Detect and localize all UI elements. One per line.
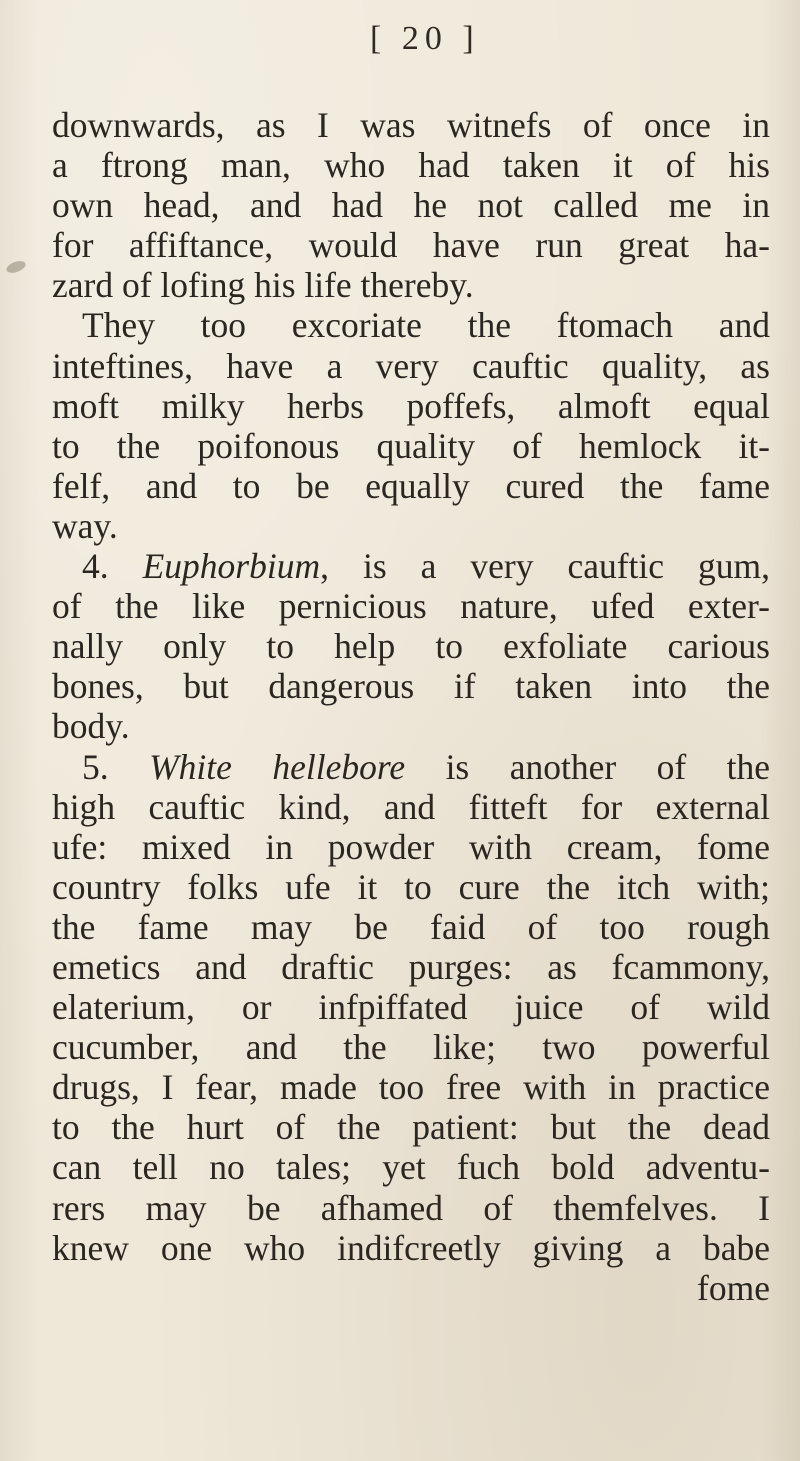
text-line: cucumber, and the like; two powerful — [52, 1027, 770, 1068]
text-line: for affiftance, would have run great ha- — [52, 225, 770, 266]
text-line: moft milky herbs poffefs, almoft equal — [52, 385, 770, 426]
text-line: way. — [52, 505, 118, 546]
text-line: felf, and to be equally cured the fame — [52, 465, 770, 506]
ink-smudge — [5, 259, 27, 275]
text-line: can tell no tales; yet fuch bold adventu- — [52, 1147, 770, 1188]
text-line: emetics and draftic purges: as fcammony, — [52, 946, 770, 987]
text-line: a ftrong man, who had taken it of his — [52, 145, 770, 186]
text-fragment: is another of the — [405, 746, 770, 787]
body-text — [52, 105, 770, 1308]
text-line: downwards, as I was witnefs of once in — [52, 105, 770, 145]
text-line: high cauftic kind, and fitteft for external — [52, 786, 770, 827]
text-fragment: , is a very cauftic gum, — [320, 546, 770, 587]
text-line: inteftines, have a very cauftic quality, as — [52, 345, 770, 386]
text-line: nally only to help to exfoliate carious — [52, 626, 770, 667]
text-line: of the like pernicious nature, ufed exter- — [52, 586, 770, 627]
text-line — [52, 546, 770, 586]
text-line: the fame may be faid of too rough — [52, 906, 770, 947]
text-line: elaterium, or infpiffated juice of wild — [52, 987, 770, 1028]
text-line: to the hurt of the patient: but the dead — [52, 1107, 770, 1148]
text-line: to the poifonous quality of hemlock it- — [52, 425, 770, 466]
catchword: fome — [697, 1267, 770, 1308]
text-line — [52, 747, 770, 787]
text-line: body. — [52, 706, 130, 747]
page-number: [ 20 ] — [370, 20, 480, 57]
text-line: ufe: mixed in powder with cream, fome — [52, 826, 770, 867]
item-number: 4. — [82, 546, 143, 587]
item-number: 5. — [82, 746, 150, 787]
text-line: knew one who indifcreetly giving a babe — [52, 1227, 770, 1268]
text-line: They too excoriate the ftomach and — [82, 305, 770, 346]
text-line: rers may be afhamed of themfelves. I — [52, 1187, 770, 1228]
term-euphorbium: Euphorbium — [142, 546, 321, 587]
text-line: bones, but dangerous if taken into the — [52, 666, 770, 707]
text-line: drugs, I fear, made too free with in practice — [52, 1067, 770, 1108]
term-white-hellebore: White hellebore — [149, 746, 406, 787]
text-line: zard of lofing his life thereby. — [52, 265, 474, 306]
text-line: own head, and had he not called me in — [52, 185, 770, 226]
text-line: country folks ufe it to cure the itch with; — [52, 866, 770, 907]
